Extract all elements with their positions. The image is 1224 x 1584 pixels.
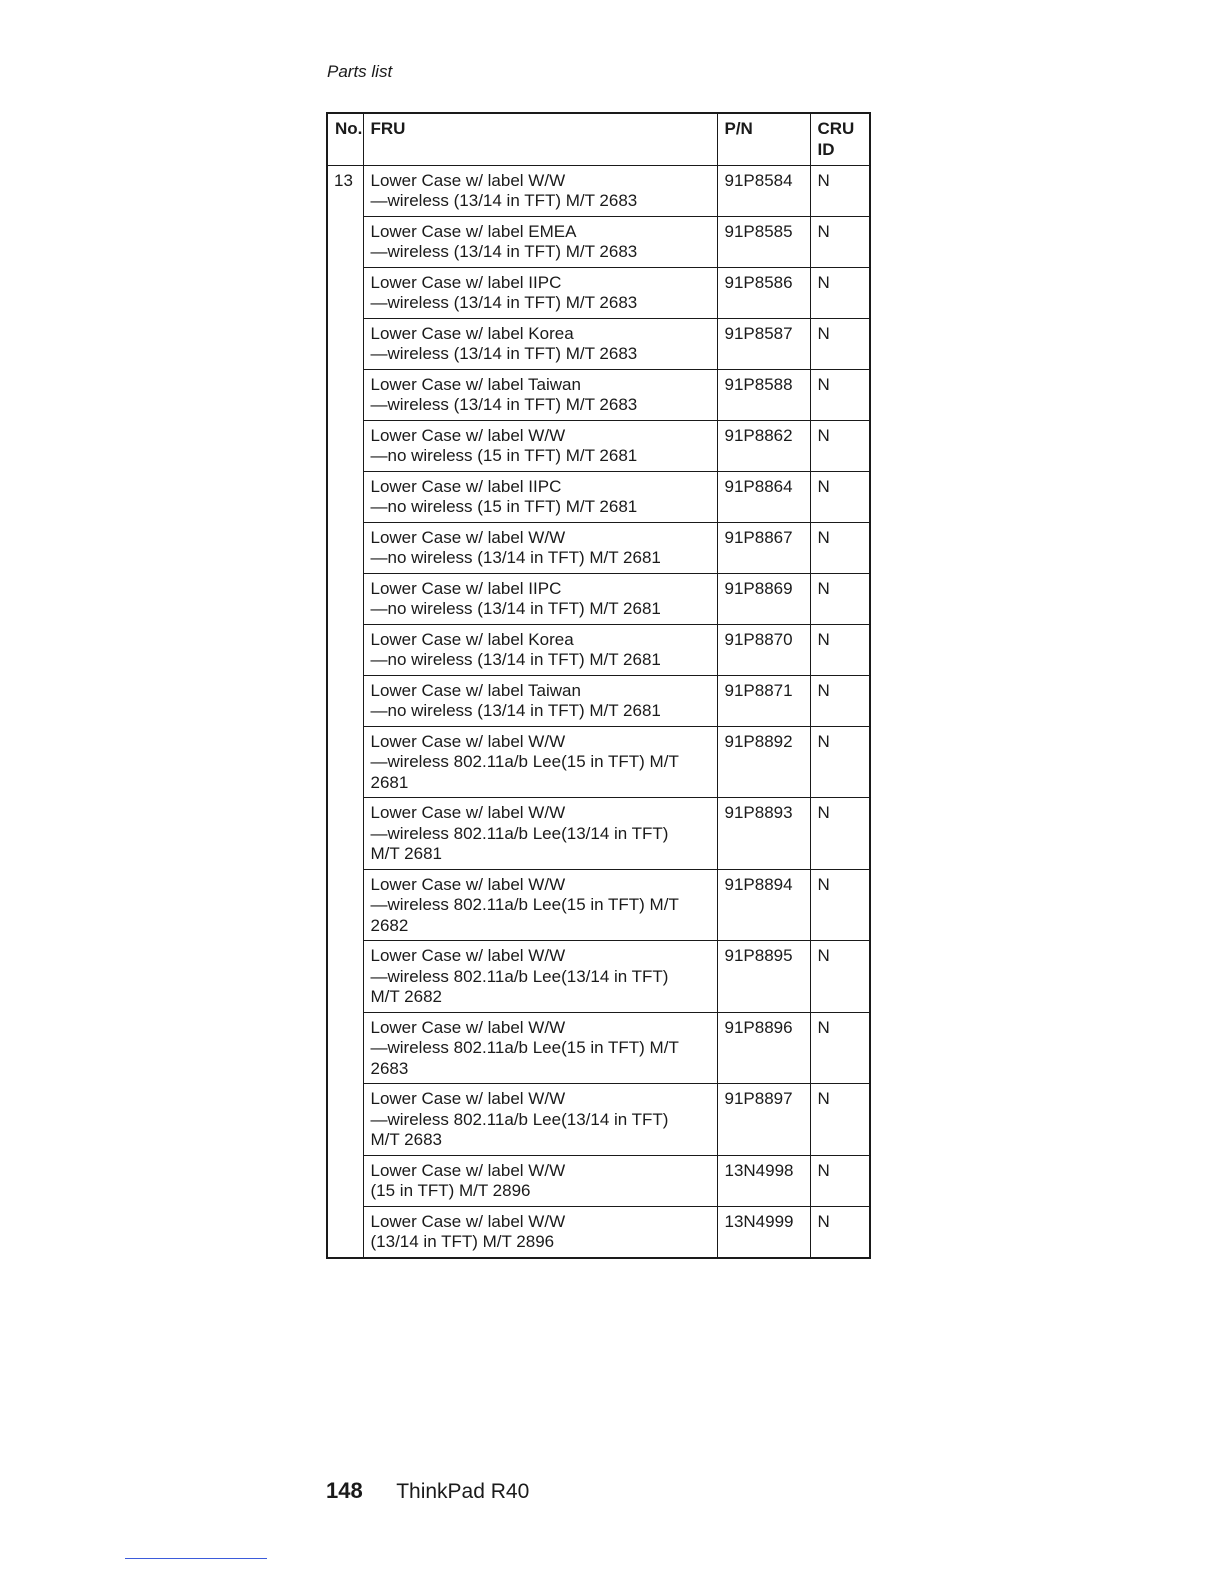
fru-description (363, 165, 717, 216)
fru-line: —no wireless (13/14 in TFT) M/T 2681 (370, 650, 661, 669)
fru-description (363, 216, 717, 267)
fru-line: M/T 2682 (370, 987, 443, 1006)
fru-line: M/T 2683 (370, 1130, 443, 1149)
cru-id: N (810, 318, 870, 369)
fru-description (363, 369, 717, 420)
fru-line: —wireless (13/14 in TFT) M/T 2683 (370, 191, 638, 210)
cru-id: N (810, 675, 870, 726)
parts-table (326, 112, 871, 1259)
table-row (327, 726, 870, 798)
part-number: 91P8584 (717, 165, 810, 216)
fru-description (363, 624, 717, 675)
fru-description (363, 726, 717, 798)
fru-line: —wireless 802.11a/b Lee(13/14 in TFT) (370, 1109, 669, 1129)
table-row (327, 675, 870, 726)
fru-description (363, 675, 717, 726)
col-header-pn: P/N (717, 113, 810, 165)
table-row (327, 471, 870, 522)
fru-description (363, 522, 717, 573)
fru-description (363, 267, 717, 318)
cru-id: N (810, 267, 870, 318)
fru-line: —no wireless (13/14 in TFT) M/T 2681 (370, 701, 661, 720)
table-row (327, 1012, 870, 1084)
fru-description (363, 1206, 717, 1258)
fru-line: —wireless 802.11a/b Lee(15 in TFT) M/T (370, 752, 679, 771)
part-number: 91P8892 (717, 726, 810, 798)
fru-line: Lower Case w/ label W/W (370, 1160, 566, 1180)
fru-line: Lower Case w/ label W/W (370, 1017, 566, 1037)
table-row (327, 624, 870, 675)
cru-id: N (810, 726, 870, 798)
cru-id: N (810, 522, 870, 573)
cru-id: N (810, 369, 870, 420)
table-row (327, 369, 870, 420)
part-number: 13N4998 (717, 1155, 810, 1206)
fru-line: —wireless (13/14 in TFT) M/T 2683 (370, 395, 638, 414)
fru-line: —wireless (13/14 in TFT) M/T 2683 (370, 344, 638, 363)
fru-line: M/T 2681 (370, 844, 443, 863)
page-footer (326, 1478, 529, 1504)
part-number: 91P8585 (717, 216, 810, 267)
fru-line: Lower Case w/ label W/W (370, 527, 566, 547)
table-row (327, 318, 870, 369)
fru-description (363, 471, 717, 522)
col-header-cru-id-text: CRU ID (817, 119, 855, 159)
part-number: 91P8895 (717, 941, 810, 1013)
table-row (327, 216, 870, 267)
fru-line: —wireless (13/14 in TFT) M/T 2683 (370, 242, 638, 261)
fru-line: Lower Case w/ label Taiwan (370, 374, 581, 394)
fru-description (363, 1084, 717, 1156)
fru-description (363, 798, 717, 870)
fru-line: —wireless 802.11a/b Lee(15 in TFT) M/T (370, 1038, 679, 1057)
cru-id: N (810, 573, 870, 624)
col-header-no: No. (327, 113, 363, 165)
col-header-cru-id (810, 113, 870, 165)
fru-line: Lower Case w/ label W/W (370, 803, 566, 822)
fru-description (363, 869, 717, 941)
part-number: 91P8862 (717, 420, 810, 471)
footer-rule (125, 1558, 267, 1559)
cru-id: N (810, 1155, 870, 1206)
fru-line: Lower Case w/ label EMEA (370, 221, 577, 241)
part-number: 91P8894 (717, 869, 810, 941)
fru-line: —wireless 802.11a/b Lee(13/14 in TFT) (370, 966, 669, 986)
product-name: ThinkPad R40 (396, 1480, 530, 1503)
table-row (327, 420, 870, 471)
cru-id: N (810, 869, 870, 941)
cru-id: N (810, 471, 870, 522)
part-number: 13N4999 (717, 1206, 810, 1258)
cru-id: N (810, 624, 870, 675)
table-row (327, 267, 870, 318)
part-number: 91P8893 (717, 798, 810, 870)
fru-line: —no wireless (15 in TFT) M/T 2681 (370, 497, 638, 516)
part-number: 91P8586 (717, 267, 810, 318)
fru-line: Lower Case w/ label IIPC (370, 476, 562, 496)
fru-line: Lower Case w/ label W/W (370, 425, 566, 445)
table-body (327, 165, 870, 1258)
fru-line: —wireless 802.11a/b Lee(13/14 in TFT) (370, 823, 669, 843)
running-header: Parts list (327, 62, 393, 81)
part-number: 91P8896 (717, 1012, 810, 1084)
fru-line: 2682 (370, 915, 409, 935)
fru-line: Lower Case w/ label Korea (370, 629, 574, 649)
cru-id: N (810, 941, 870, 1013)
part-number: 91P8587 (717, 318, 810, 369)
fru-line: (13/14 in TFT) M/T 2896 (370, 1232, 555, 1251)
fru-line: Lower Case w/ label Taiwan (370, 680, 581, 700)
cru-id: N (810, 216, 870, 267)
cru-id: N (810, 1206, 870, 1258)
table-row (327, 165, 870, 216)
fru-line: Lower Case w/ label W/W (370, 874, 566, 894)
col-header-fru: FRU (363, 113, 717, 165)
cru-id: N (810, 420, 870, 471)
cru-id: N (810, 165, 870, 216)
fru-line: —wireless (13/14 in TFT) M/T 2683 (370, 293, 638, 312)
fru-line: —no wireless (15 in TFT) M/T 2681 (370, 446, 638, 465)
fru-line: Lower Case w/ label Korea (370, 323, 574, 343)
part-number: 91P8588 (717, 369, 810, 420)
fru-description (363, 1012, 717, 1084)
fru-line: Lower Case w/ label W/W (370, 946, 566, 965)
fru-line: Lower Case w/ label IIPC (370, 578, 562, 598)
fru-line: (15 in TFT) M/T 2896 (370, 1181, 531, 1200)
table-row (327, 573, 870, 624)
fru-line: Lower Case w/ label W/W (370, 1089, 566, 1108)
fru-line: —wireless 802.11a/b Lee(15 in TFT) M/T (370, 895, 679, 914)
fru-description (363, 941, 717, 1013)
table-row (327, 1206, 870, 1258)
fru-description (363, 318, 717, 369)
item-number: 13 (327, 165, 363, 1258)
table-row (327, 941, 870, 1013)
fru-description (363, 420, 717, 471)
cru-id: N (810, 798, 870, 870)
fru-line: Lower Case w/ label W/W (370, 731, 566, 751)
table-row (327, 869, 870, 941)
page-number: 148 (326, 1478, 363, 1503)
table-row (327, 1155, 870, 1206)
table-row (327, 522, 870, 573)
table-row (327, 798, 870, 870)
fru-line: Lower Case w/ label W/W (370, 1211, 566, 1231)
fru-description (363, 573, 717, 624)
cru-id: N (810, 1012, 870, 1084)
part-number: 91P8864 (717, 471, 810, 522)
part-number: 91P8869 (717, 573, 810, 624)
fru-description (363, 1155, 717, 1206)
part-number: 91P8871 (717, 675, 810, 726)
fru-line: 2681 (370, 772, 409, 792)
fru-line: 2683 (370, 1058, 409, 1078)
part-number: 91P8867 (717, 522, 810, 573)
part-number: 91P8897 (717, 1084, 810, 1156)
table-row (327, 1084, 870, 1156)
fru-line: —no wireless (13/14 in TFT) M/T 2681 (370, 548, 661, 567)
table-header-row (327, 113, 870, 165)
cru-id: N (810, 1084, 870, 1156)
fru-line: Lower Case w/ label W/W (370, 170, 566, 190)
fru-line: Lower Case w/ label IIPC (370, 272, 562, 292)
fru-line: —no wireless (13/14 in TFT) M/T 2681 (370, 599, 661, 618)
part-number: 91P8870 (717, 624, 810, 675)
